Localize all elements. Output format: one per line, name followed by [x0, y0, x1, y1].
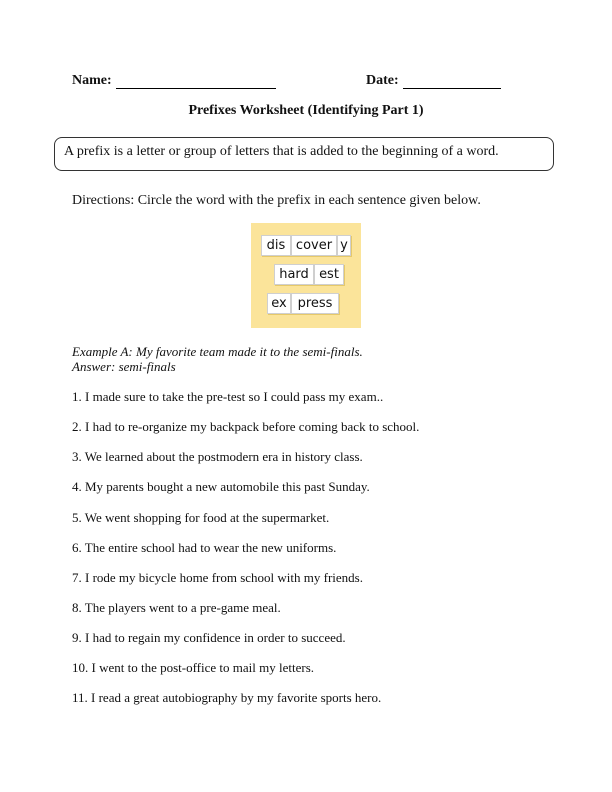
question-item[interactable]: 3. We learned about the postmodern era in history class. — [72, 449, 363, 464]
example-sentence: Example A: My favorite team made it to the semi-finals. — [72, 344, 363, 359]
date-label: Date: — [366, 73, 399, 88]
question-item[interactable]: 7. I rode my bicycle home from school with my friends. — [72, 570, 363, 585]
word-tile: hard — [274, 264, 314, 285]
word-tile: est — [314, 264, 344, 285]
directions-text: Directions: Circle the word with the prefix in each sentence given below. — [72, 193, 481, 208]
definition-text: A prefix is a letter or group of letters that is added to the beginning of a word. — [64, 144, 499, 159]
question-item[interactable]: 2. I had to re-organize my backpack before coming back to school. — [72, 419, 420, 434]
word-tile: press — [291, 293, 339, 314]
name-field[interactable] — [116, 74, 276, 89]
question-item[interactable]: 6. The entire school had to wear the new uniforms. — [72, 540, 337, 555]
prefix-word-tiles-illustration — [251, 223, 361, 328]
word-tile: ex — [267, 293, 291, 314]
word-tile: y — [337, 235, 351, 256]
name-label: Name: — [72, 73, 112, 88]
question-item[interactable]: 1. I made sure to take the pre-test so I could pass my exam.. — [72, 389, 384, 404]
question-item[interactable]: 8. The players went to a pre-game meal. — [72, 600, 281, 615]
question-item[interactable]: 5. We went shopping for food at the supermarket. — [72, 510, 330, 525]
word-tile: cover — [291, 235, 337, 256]
page-title: Prefixes Worksheet (Identifying Part 1) — [188, 103, 424, 118]
question-item[interactable]: 9. I had to regain my confidence in order to succeed. — [72, 630, 346, 645]
word-tile: dis — [261, 235, 291, 256]
example-answer: Answer: semi-finals — [72, 359, 176, 374]
date-field[interactable] — [403, 74, 501, 89]
question-item[interactable]: 4. My parents bought a new automobile this past Sunday. — [72, 479, 370, 494]
question-item[interactable]: 10. I went to the post-office to mail my letters. — [72, 660, 315, 675]
question-item[interactable]: 11. I read a great autobiography by my favorite sports hero. — [72, 690, 382, 705]
